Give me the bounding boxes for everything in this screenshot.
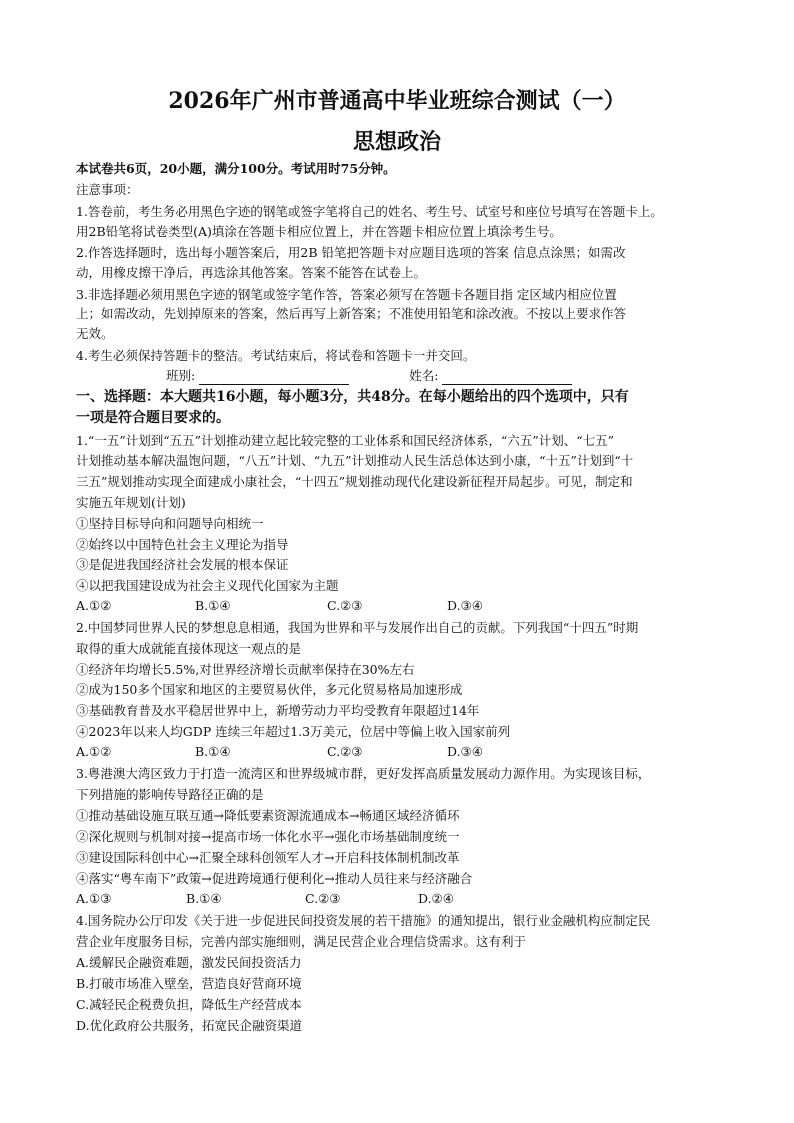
notes-title: 注意事项： bbox=[76, 182, 139, 197]
student-info-row bbox=[166, 367, 572, 385]
choice-c: C.②③ bbox=[327, 744, 363, 759]
question-1-stem: 计划推动基本解决温饱问题，“八五”计划、“九五”计划推动人民生活总体达到小康，“十五”计划到“十 bbox=[76, 453, 634, 468]
choice-d: D.②④ bbox=[418, 891, 454, 906]
choice-d: D.优化政府公共服务，拓宽民企融资渠道 bbox=[76, 1018, 303, 1033]
question-3-item: ③建设国际科创中心→汇聚全球科创领军人才→开启科技体制机制改革 bbox=[76, 850, 460, 865]
question-3-stem: 3.粤港澳大湾区致力于打造一流湾区和世界级城市群，更好发挥高质量发展动力源作用。为实现该目标， bbox=[76, 766, 651, 781]
choice-b: B.①④ bbox=[195, 598, 231, 613]
choice-b: B.①④ bbox=[186, 891, 222, 906]
choice-a: A.缓解民企融资难题，激发民间投资活力 bbox=[76, 955, 302, 970]
question-4-stem: 营企业年度服务目标，完善内部实施细则，满足民营企业合理信贷需求。这有利于 bbox=[76, 934, 527, 949]
question-2-item: ③基础教育普及水平稳居世界中上，新增劳动力平均受教育年限超过14年 bbox=[76, 703, 480, 718]
exam-summary: 本试卷共6页，20小题，满分100分。考试用时75分钟。 bbox=[76, 161, 396, 176]
choice-b: B.打破市场准入壁垒，营造良好营商环境 bbox=[76, 976, 302, 991]
question-3-item: ①推动基础设施互联互通→降低要素资源流通成本→畅通区域经济循环 bbox=[76, 808, 460, 823]
note-line: 4.考生必须保持答题卡的整洁。考试结束后，将试卷和答题卡一并交回。 bbox=[76, 348, 476, 363]
question-2-stem: 2.中国梦同世界人民的梦想息息相通，我国为世界和平与发展作出自己的贡献。下列我国“十四五”时期 bbox=[76, 620, 639, 635]
question-1-stem: 1.“一五”计划到“五五”计划推动建立起比较完整的工业体系和国民经济体系，“六五”计划、“七五” bbox=[76, 433, 615, 448]
question-1-stem: 三五”规划推动实现全面建成小康社会，“十四五”规划推动现代化建设新征程开局起步。可见，制定和 bbox=[76, 474, 633, 489]
choice-d: D.③④ bbox=[447, 744, 483, 759]
question-2-item: ④2023年以来人均GDP 连续三年超过1.3万美元，位居中等偏上收入国家前列 bbox=[76, 724, 511, 739]
question-3-item: ②深化规则与机制对接→提高市场一体化水平→强化市场基础制度统一 bbox=[76, 829, 460, 844]
choice-a: A.①② bbox=[76, 744, 112, 759]
note-line: 无效。 bbox=[76, 326, 114, 341]
note-line: 3.非选择题必须用黑色字迹的钢笔或签字笔作答，答案必须写在答题卡各题目指 定区域内相应位置 bbox=[76, 287, 617, 302]
choice-d: D.③④ bbox=[447, 598, 483, 613]
note-line: 1.答卷前，考生务必用黑色字迹的钢笔或签字笔将自己的姓名、考生号、试室号和座位号填写在答题卡上。 bbox=[76, 204, 663, 219]
question-4-stem: 4.国务院办公厅印发《关于进一步促进民间投资发展的若干措施》的通知提出，银行业金融机构应制定民 bbox=[76, 913, 651, 928]
question-1-item: ②始终以中国特色社会主义理论为指导 bbox=[76, 537, 289, 552]
note-line: 上；如需改动，先划掉原来的答案，然后再写上新答案；不准使用铅笔和涂改液。不按以上要求作答 bbox=[76, 306, 627, 321]
question-3-item: ④落实“粤车南下”政策→促进跨境通行便利化→推动人员往来与经济融合 bbox=[76, 871, 473, 886]
choice-c: C.②③ bbox=[327, 598, 363, 613]
choice-c: C.②③ bbox=[305, 891, 341, 906]
name-label: 姓名: bbox=[409, 368, 439, 383]
section-heading: 一、选择题：本大题共16小题，每小题3分，共48分。在每小题给出的四个选项中，只有 bbox=[76, 389, 629, 405]
question-1-item: ③是促进我国经济社会发展的根本保证 bbox=[76, 557, 289, 572]
section-heading: 一项是符合题目要求的。 bbox=[76, 410, 230, 426]
question-1-item: ①坚持目标导向和问题导向相统一 bbox=[76, 516, 264, 531]
question-1-stem: 实施五年规划(计划) bbox=[76, 495, 186, 510]
question-1-item: ④以把我国建设成为社会主义现代化国家为主题 bbox=[76, 578, 339, 593]
choice-c: C.减轻民企税费负担，降低生产经营成本 bbox=[76, 997, 302, 1012]
question-2-stem: 取得的重大成就能直接体现这一观点的是 bbox=[76, 641, 302, 656]
name-field[interactable] bbox=[442, 370, 572, 385]
choice-a: A.①② bbox=[76, 598, 112, 613]
subject-title: 思想政治 bbox=[352, 129, 441, 155]
question-2-item: ①经济年均增长5.5%,对世界经济增长贡献率保持在30%左右 bbox=[76, 662, 415, 677]
class-label: 班别: bbox=[166, 368, 196, 383]
note-line: 2.作答选择题时，选出每小题答案后，用2B 铅笔把答题卡对应题目选项的答案 信息点涂黑；如需改 bbox=[76, 245, 626, 260]
choice-a: A.①③ bbox=[76, 891, 112, 906]
question-3-stem: 下列措施的影响传导路径正确的是 bbox=[76, 787, 264, 802]
question-2-item: ②成为150多个国家和地区的主要贸易伙伴，多元化贸易格局加速形成 bbox=[76, 682, 463, 697]
choice-b: B.①④ bbox=[195, 744, 231, 759]
note-line: 用2B铅笔将试卷类型(A)填涂在答题卡相应位置上，并在答题卡相应位置上填涂考生号。 bbox=[76, 224, 562, 239]
note-line: 动，用橡皮擦干净后，再选涂其他答案。答案不能答在试卷上。 bbox=[76, 265, 427, 280]
exam-title: 2026年广州市普通高中毕业班综合测试（一） bbox=[168, 88, 626, 114]
class-field[interactable] bbox=[199, 370, 349, 385]
